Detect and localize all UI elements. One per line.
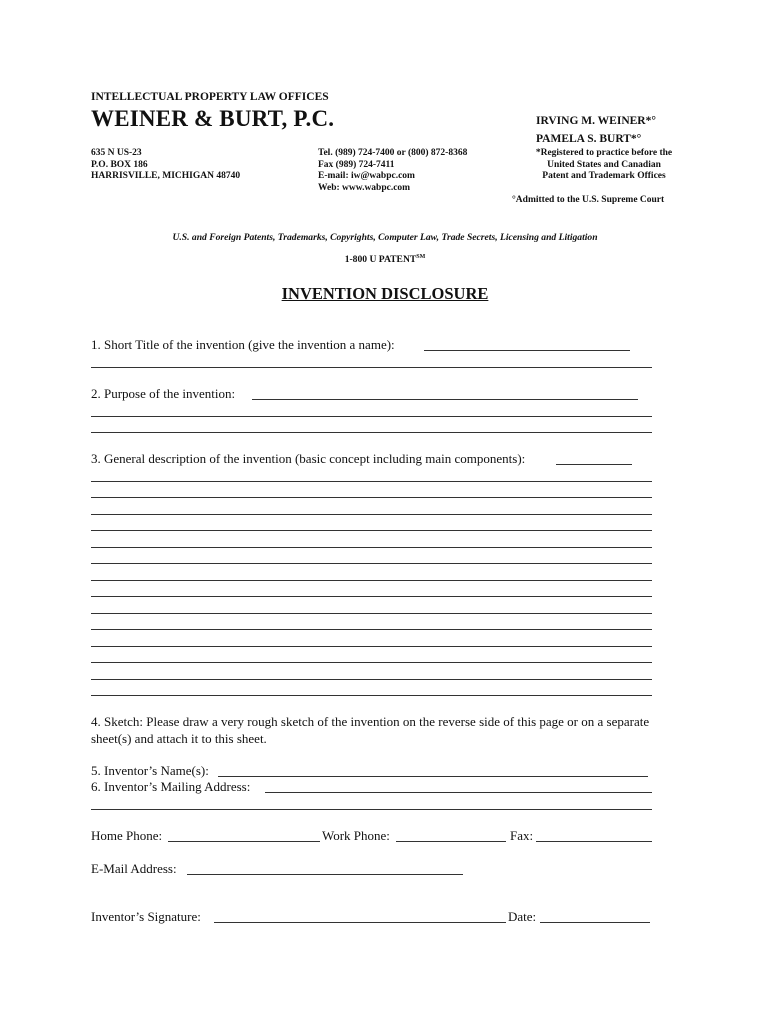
contact-line: Web: www.wabpc.com (318, 183, 411, 194)
email-field[interactable] (187, 874, 463, 875)
question-3-label: 3. General description of the invention (basic concept including main components): (91, 451, 526, 466)
title-lines[interactable] (91, 351, 652, 368)
phone-mnemonic-text: 1-800 U PATENT (344, 254, 417, 266)
work-phone-label: Work Phone: (322, 828, 390, 843)
contact-line: E-mail: iw@wabpc.com (318, 171, 415, 182)
description-lines[interactable] (91, 465, 652, 696)
firm-subtitle: INTELLECTUAL PROPERTY LAW OFFICES (91, 91, 329, 103)
question-6-label: 6. Inventor’s Mailing Address: (91, 779, 251, 794)
question-5 (91, 763, 209, 779)
email-label: E-Mail Address: (91, 861, 177, 876)
firm-address (91, 148, 240, 183)
attorney-2: PAMELA S. BURT*° (536, 133, 642, 145)
admission-note: °Admitted to the U.S. Supreme Court (512, 195, 665, 205)
work-phone-field[interactable] (396, 841, 506, 842)
address-line: P.O. BOX 186 (91, 159, 148, 170)
signature-label: Inventor’s Signature: (91, 909, 201, 924)
date-field[interactable] (540, 922, 650, 923)
address-line: 635 N US-23 (91, 148, 142, 158)
service-mark: SM (416, 254, 426, 260)
contact-line: Fax (989) 724-7411 (318, 159, 395, 170)
phone-mnemonic (0, 254, 770, 265)
home-phone-label: Home Phone: (91, 828, 163, 843)
form-title: INVENTION DISCLOSURE (281, 284, 489, 303)
question-1-label: 1. Short Title of the invention (give the invention a name): (91, 337, 395, 352)
signature-field[interactable] (214, 922, 506, 923)
inventor-name-field[interactable] (218, 776, 648, 777)
fax-label: Fax: (510, 828, 534, 843)
registration-line: *Registered to practice before the (535, 148, 673, 158)
contact-line: Tel. (989) 724-7400 or (800) 872-8368 (318, 148, 468, 158)
address-line: HARRISVILLE, MICHIGAN 48740 (91, 171, 241, 182)
purpose-lines[interactable] (91, 400, 652, 433)
fax-field[interactable] (536, 841, 652, 842)
question-5-label: 5. Inventor’s Name(s): (91, 763, 209, 778)
registration-line: United States and Canadian (547, 159, 661, 170)
firm-contact (318, 148, 467, 195)
question-2-label: 2. Purpose of the invention: (91, 386, 236, 401)
mailing-address-lines[interactable] (91, 793, 652, 810)
registration-line: Patent and Trademark Offices (542, 171, 666, 182)
registration-note (520, 148, 688, 183)
practice-tagline: U.S. and Foreign Patents, Trademarks, Copyrights, Computer Law, Trade Secrets, Licensing and Litigation (172, 232, 598, 243)
question-4: 4. Sketch: Please draw a very rough sketch of the invention on the reverse side of this page or on a separate sheet(s) and attach it to this sheet. (91, 714, 650, 746)
date-label: Date: (508, 909, 537, 924)
firm-name: WEINER & BURT, P.C. (91, 106, 335, 131)
attorney-1: IRVING M. WEINER*° (536, 115, 656, 127)
home-phone-field[interactable] (168, 841, 320, 842)
